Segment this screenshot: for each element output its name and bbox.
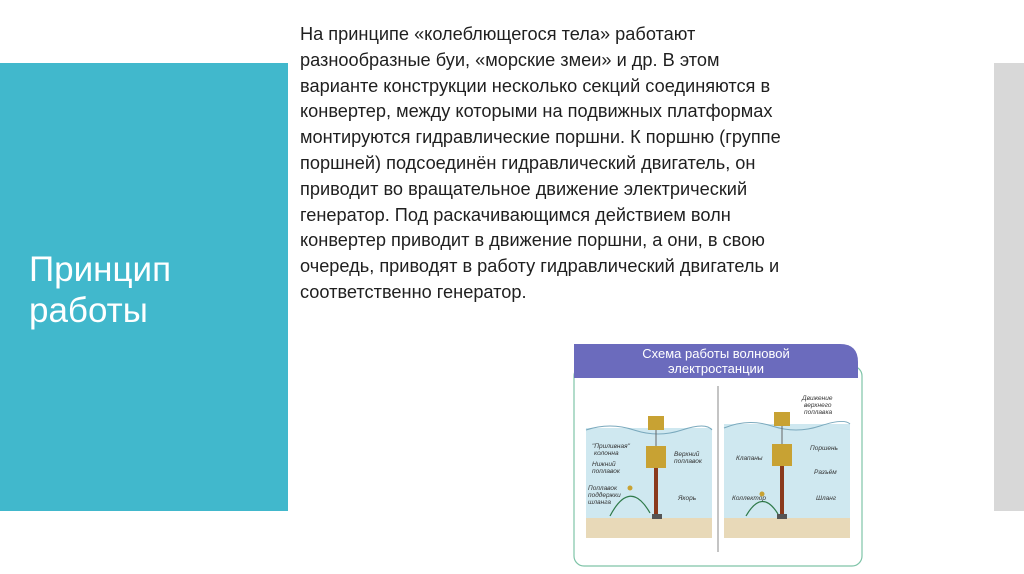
right-piston bbox=[780, 466, 784, 514]
label-upper-float: Верхний bbox=[674, 451, 700, 458]
diagram-title-line2: электростанции bbox=[667, 361, 765, 376]
label-upper-motion-2: верхнего bbox=[804, 402, 832, 409]
side-strip bbox=[994, 63, 1024, 511]
label-hose: Шланг bbox=[816, 495, 837, 502]
slide-title: Принцип работы bbox=[29, 250, 172, 330]
label-hose-float-2: поддержки bbox=[588, 492, 621, 499]
label-hose-float-3: шланга bbox=[588, 499, 612, 506]
label-tidal-column: "Приливная" bbox=[592, 443, 630, 450]
label-tidal-column-2: колонна bbox=[594, 450, 619, 457]
right-upper-float bbox=[774, 412, 790, 426]
body-paragraph: На принципе «колеблющегося тела» работают разнообразные буи, «морские змеи» и др. В этом варианте конструкции несколько секций соединяются в конвертер, между которыми на подвижных платформах монтируются гидравлические поршни. К поршню (группе поршней) подсоединён гидравлический двигатель, он приводит во вращательное движение электрический генератор. Под раскачивающимся действием волн конвертер приводит в движение поршни, а они, в свою очередь, приводят в работу гидравлический двигатель и соответственно генератор. bbox=[300, 24, 781, 302]
right-water bbox=[724, 424, 850, 528]
label-hose-float: Поплавок bbox=[588, 485, 618, 492]
right-lower-float bbox=[772, 444, 792, 466]
label-lower-float-2: поплавок bbox=[592, 468, 620, 475]
wave-plant-diagram bbox=[570, 338, 866, 568]
left-lower-float bbox=[646, 446, 666, 468]
label-lower-float: Нижний bbox=[592, 461, 616, 468]
label-connector: Разъём bbox=[814, 469, 837, 476]
left-scene bbox=[586, 416, 712, 538]
label-valves: Клапаны bbox=[736, 455, 763, 462]
label-upper-float-2: поплавок bbox=[674, 458, 702, 465]
label-anchor: Якорь bbox=[678, 495, 697, 502]
label-upper-motion: Движение bbox=[802, 395, 833, 402]
label-upper-motion-3: поплавка bbox=[804, 409, 833, 416]
left-upper-float bbox=[648, 416, 664, 430]
label-collector: Коллектор bbox=[732, 495, 766, 502]
right-seabed bbox=[724, 518, 850, 538]
left-tidal-column bbox=[654, 468, 658, 514]
label-piston: Поршень bbox=[810, 445, 838, 452]
left-seabed bbox=[586, 518, 712, 538]
diagram-title-line1: Схема работы волновой bbox=[642, 346, 790, 361]
